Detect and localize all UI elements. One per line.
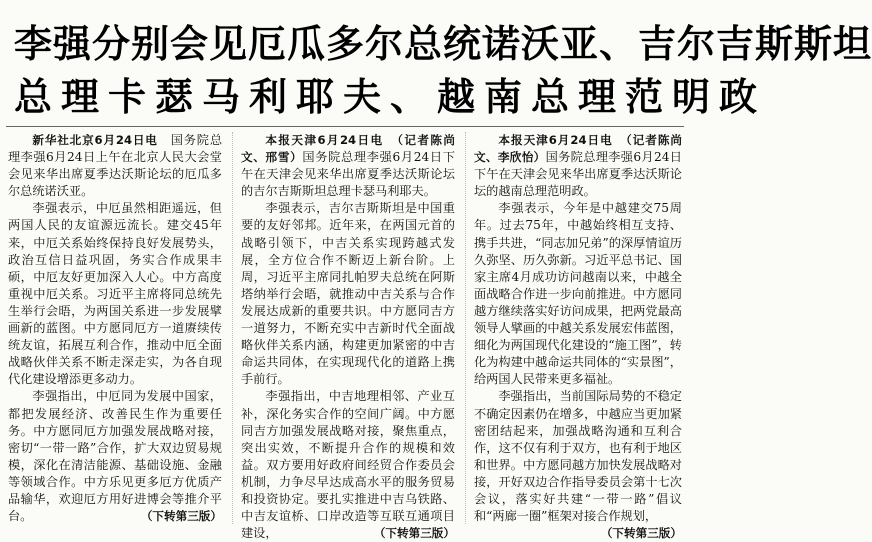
headline-line-2: 总理卡瑟马利耶夫、越南总理范明政 <box>14 75 767 119</box>
byline: （记者陈尚文、李欣怡） <box>474 133 683 165</box>
continued-link[interactable]: （下转第三版） <box>140 509 222 524</box>
article-kyrgyzstan <box>241 132 456 541</box>
body-text: 李强指出，中吉地理相邻、产业互补，深化务实合作的空间广阔。中方愿同吉方加强发展战略对接，聚焦重点，突出实效，不断提升合作的规模和效益。双方要用好政府间经贸合作委员会机制，力争尽早达成高水平的服务贸易和投资协定。要扎实推进中吉乌铁路、中吉友谊桥、口岸改造等互联互通项目建设， <box>241 389 455 541</box>
article-ecuador <box>8 132 222 524</box>
body-paragraph: 李强表示，中厄虽然相距遥远，但两国人民的友谊源远流长。建交45年来，中厄关系始终保持良好发展势头，政治互信日益巩固，务实合作成果丰硕，中厄友好更加深入人心。中方高度重视中厄关系。习近平主席将同总统先生举行会晤，为两国关系进一步发展擘画新的蓝图。中方愿同厄方一道赓续传统友谊，拓展互利合作，推动中厄全面战略伙伴关系不断走深走实，为各自现代化建设增添更多动力。 <box>8 201 222 387</box>
continued-link[interactable]: （下转第三版） <box>600 526 682 541</box>
byline: （记者陈尚文、邢雪） <box>241 133 456 165</box>
body-text: 李强指出，中厄同为发展中国家，都把发展经济、改善民生作为重要任务。中方愿同厄方加强发展战略对接，密切“一带一路”合作，扩大双边贸易规模，深化在清洁能源、基础设施、金融等领域合作。中方乐见更多厄方优质产品输华，欢迎厄方用好进博会等推介平台。 <box>8 389 222 524</box>
body-paragraph <box>474 388 682 541</box>
headline-rule <box>6 126 684 127</box>
dateline: 本报天津6月24日电 <box>498 133 613 147</box>
body-paragraph: 李强表示，吉尔吉斯斯坦是中国重要的友好邻邦。近年来，在两国元首的战略引领下，中吉关系实现跨越式发展，全方位合作不断迈上新台阶。上周，习近平主席同扎帕罗夫总统在阿斯塔纳举行会晤，就推动中吉关系与合作发展达成新的重要共识。中方愿同吉方一道努力，不断充实中吉新时代全面战略伙伴关系内涵，构建更加紧密的中吉命运共同体，在实现现代化的道路上携手前行。 <box>241 201 455 387</box>
lead-text: 国务院总理李强6月24日下午在天津会见来华出席夏季达沃斯论坛的吉尔吉斯斯坦总理卡瑟马利耶夫。 <box>241 150 455 199</box>
body-paragraph <box>8 388 222 525</box>
lead-paragraph <box>8 132 222 200</box>
continued-link[interactable]: （下转第三版） <box>373 526 455 541</box>
dateline: 本报天津6月24日电 <box>265 133 384 147</box>
headline-line-1: 李强分别会见厄瓜多尔总统诺沃亚、吉尔吉斯斯坦 <box>14 22 872 66</box>
lead-paragraph <box>241 132 455 200</box>
article-vietnam <box>474 132 683 541</box>
body-paragraph <box>241 388 455 542</box>
column-divider <box>465 132 466 524</box>
dateline: 新华社北京6月24日电 <box>32 133 158 147</box>
column-divider <box>232 132 233 524</box>
body-paragraph: 李强表示，今年是中越建交75周年。过去75年，中越始终相互支持、携手共进，“同志加兄弟”的深厚情谊历久弥坚、历久弥新。习近平总书记、国家主席4月成功访问越南以来，中越全面战略合作进一步向前推进。中方愿同越方继续落实好访问成果，把两党最高领导人擘画的中越关系发展宏伟蓝图，细化为两国现代化建设的“施工图”，转化为构建中越命运共同体的“实景图”，给两国人民带来更多福祉。 <box>474 201 682 387</box>
lead-text: 国务院总理李强6月24日下午在天津会见来华出席夏季达沃斯论坛的越南总理范明政。 <box>474 150 682 199</box>
headline <box>14 0 872 128</box>
lead-paragraph <box>474 132 682 200</box>
lead-text: 国务院总理李强6月24日上午在北京人民大会堂会见来华出席夏季达沃斯论坛的厄瓜多尔总统诺沃亚。 <box>8 133 223 199</box>
body-text: 李强指出，当前国际局势的不稳定不确定因素仍在增多，中越应当更加紧密团结起来，加强战略沟通和互利合作，这不仅有利于双方，也有利于地区和世界。中方愿同越方加快发展战略对接，开好双边合作指导委员会第十七次会议，落实好共建“一带一路”倡议和“两廊一圈”框架对接合作规划， <box>474 389 682 524</box>
